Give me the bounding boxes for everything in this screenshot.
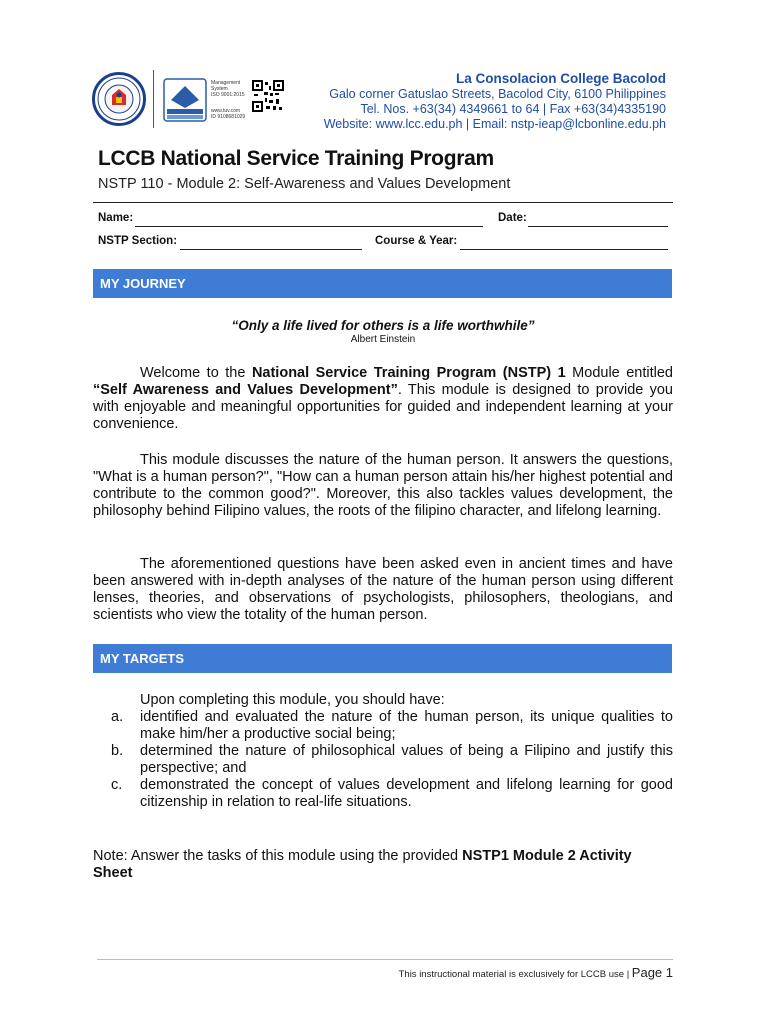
list-item-text: demonstrated the concept of values development and lifelong learning for good citizenship in relation to real-life situations.	[140, 777, 673, 810]
list-item-label: b.	[111, 743, 124, 759]
qr-code-icon	[252, 80, 284, 112]
program-title: LCCB National Service Training Program	[98, 147, 494, 170]
targets-list	[93, 692, 673, 811]
journey-paragraph-3: The aforementioned questions have been asked even in ancient times and have been answered with in-depth analyses of the nature of the human person using different lenses, theories, and observations of psychologists, philosophers, theologians, and scientists who view the totality of the human person.	[93, 556, 673, 623]
page-number: Page 1	[631, 965, 673, 980]
date-label: Date:	[498, 212, 527, 224]
school-address: Galo corner Gatuslao Streets, Bacolod City, 6100 Philippines	[329, 87, 666, 101]
certification-text: Management System ISO 9001:2015 www.tuv.com ID 9108681029	[211, 80, 246, 120]
p1-module-name: “Self Awareness and Values Development”	[93, 382, 398, 398]
list-item	[93, 777, 673, 811]
school-phones: Tel. Nos. +63(34) 4349661 to 64 | Fax +63(34)4335190	[360, 102, 666, 116]
my-targets-heading: MY TARGETS	[93, 644, 672, 673]
section-field[interactable]	[180, 249, 362, 250]
list-item-text: identified and evaluated the nature of the human person, its unique qualities to make him/her a productive social being;	[140, 709, 673, 742]
school-name: La Consolacion College Bacolod	[455, 71, 666, 86]
footer	[399, 965, 673, 980]
school-contact-block	[324, 70, 666, 132]
footer-text: This instructional material is exclusively for LCCB use |	[398, 969, 632, 980]
note-activity-sheet-name: NSTP1 Module 2 Activity Sheet	[93, 848, 632, 881]
section-label: NSTP Section:	[98, 235, 178, 247]
p1-text-a: Welcome to the	[140, 365, 252, 381]
note-text: Note: Answer the tasks of this module using the provided	[93, 848, 463, 864]
list-item-label: c.	[111, 777, 123, 793]
p1-text-e: . This module is designed to provide you with enjoyable and meaningful opportunities for guided and independent learning at your convenience.	[93, 382, 673, 432]
date-field[interactable]	[528, 226, 668, 227]
footer-divider	[97, 959, 673, 960]
list-item	[93, 743, 673, 777]
p1-program-name: National Service Training Program (NSTP) 1	[251, 365, 566, 381]
targets-lead: Upon completing this module, you should have:	[140, 692, 445, 708]
journey-paragraph-2: This module discusses the nature of the human person. It answers the questions, "What is a human person?", "How can a human person attain his/her highest potential and contribute to the common good?". Moreover, this also tackles values development, the philosophy behind Filipino values, the roots of the filipino character, and lifelong learning.	[93, 452, 673, 519]
list-item-text: determined the nature of philosophical values of being a Filipino and justify this perspective; and	[140, 743, 673, 776]
tuv-certification-badge-icon	[163, 78, 207, 122]
list-item	[93, 709, 673, 743]
p1-text-c: Module entitled	[565, 365, 673, 381]
name-field[interactable]	[135, 226, 483, 227]
my-journey-heading: MY JOURNEY	[93, 269, 672, 298]
course-label: Course & Year:	[375, 235, 458, 247]
journey-paragraph-1	[93, 365, 673, 433]
college-seal-logo	[92, 72, 146, 126]
name-label: Name:	[98, 212, 134, 224]
title-divider	[93, 202, 673, 203]
course-field[interactable]	[460, 249, 668, 250]
module-subtitle: NSTP 110 - Module 2: Self-Awareness and Values Development	[98, 176, 511, 192]
school-web-email: Website: www.lcc.edu.ph | Email: nstp-ieap@lcbonline.edu.ph	[323, 117, 666, 131]
activity-sheet-note	[93, 848, 673, 882]
quote-author: Albert Einstein	[350, 334, 416, 345]
list-item-label: a.	[111, 709, 124, 725]
einstein-quote: “Only a life lived for others is a life worthwhile”	[231, 318, 535, 333]
header-divider	[153, 70, 154, 128]
